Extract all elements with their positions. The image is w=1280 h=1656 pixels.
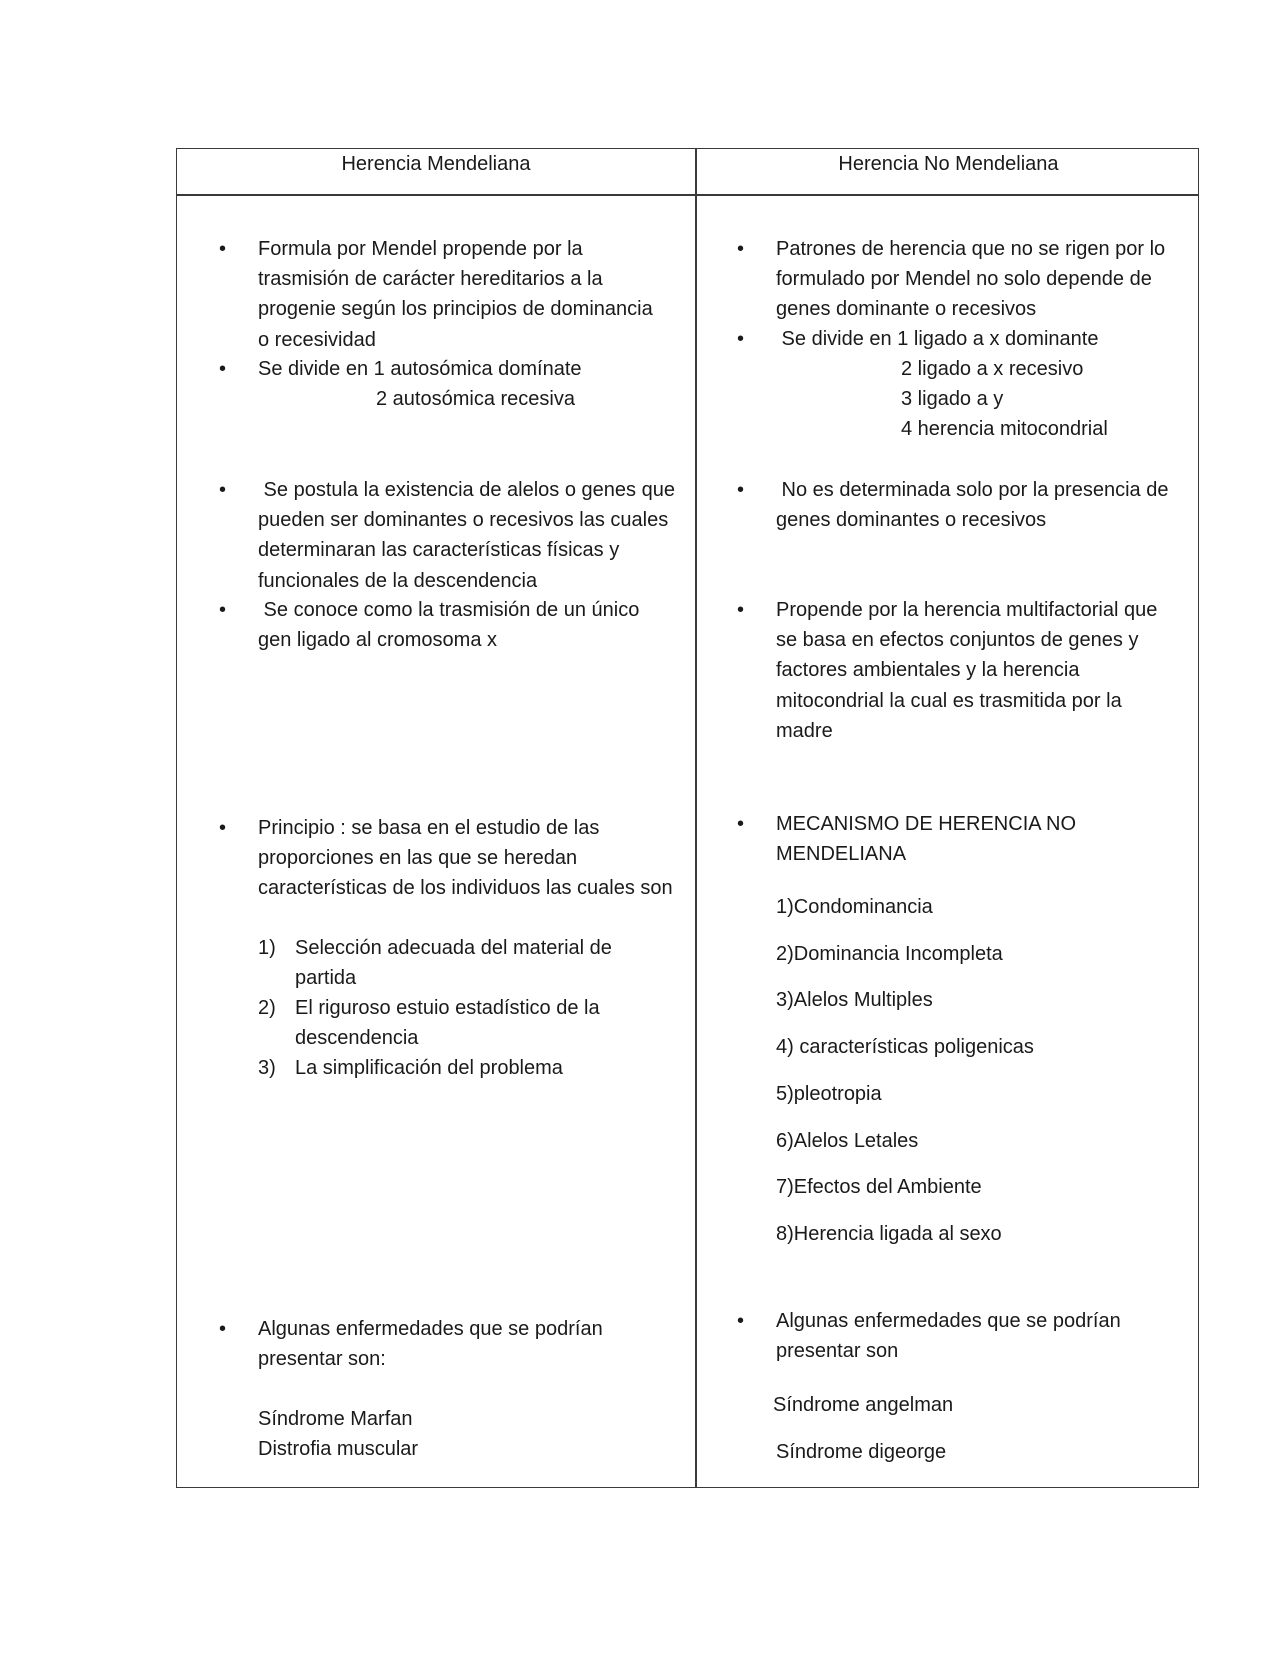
item-number: 2) xyxy=(258,997,276,1019)
mechanism-item: 6)Alelos Letales xyxy=(776,1129,919,1152)
text-line: trasmisión de carácter hereditarios a la xyxy=(258,268,603,291)
header-mendeliana: Herencia Mendeliana xyxy=(341,153,531,175)
column-divider xyxy=(695,149,697,1487)
bullet-icon xyxy=(737,234,744,264)
text-line: 4 herencia mitocondrial xyxy=(901,418,1108,441)
bullet-icon xyxy=(737,1306,744,1336)
disease-item: Síndrome digeorge xyxy=(776,1440,947,1463)
text-line: mitocondrial la cual es trasmitida por la xyxy=(776,689,1122,712)
text-line: funcionales de la descendencia xyxy=(258,569,538,592)
left-block2b-text xyxy=(258,595,639,655)
text-line: proporciones en las que se heredan xyxy=(258,847,578,870)
disease-item: Síndrome Marfan xyxy=(258,1408,413,1430)
left-divide-line: Se divide en 1 autosómica domínate xyxy=(258,358,582,380)
text-line: genes dominante o recesivos xyxy=(776,298,1037,321)
text-line: características de los individuos las cuales son xyxy=(258,877,673,900)
mechanism-item: 4) características poligenicas xyxy=(776,1036,1034,1059)
text-line: Algunas enfermedades que se podrían xyxy=(258,1318,603,1340)
right-block2-text xyxy=(776,475,1168,535)
text-line: formulado por Mendel no solo depende de xyxy=(776,268,1152,291)
text-line: MECANISMO DE HERENCIA NO xyxy=(776,813,1077,835)
mechanism-item: 7)Efectos del Ambiente xyxy=(776,1176,982,1199)
bullet-icon xyxy=(219,813,226,843)
text-line: descendencia xyxy=(295,1027,419,1050)
text-line: gen ligado al cromosoma x xyxy=(258,629,498,652)
text-line: Se postula la existencia de alelos o genes que xyxy=(258,479,675,501)
left-block2-text xyxy=(258,475,675,596)
left-block3-text xyxy=(258,813,673,904)
text-line: progenie según los principios de dominancia xyxy=(258,298,653,321)
text-line: Principio : se basa en el estudio de las xyxy=(258,817,600,839)
left-diseases xyxy=(258,1404,418,1464)
text-line: MENDELIANA xyxy=(776,843,907,866)
text-line: se basa en efectos conjuntos de genes y xyxy=(776,629,1139,652)
text-line: partida xyxy=(295,967,357,990)
text-line: Algunas enfermedades que se podrían xyxy=(776,1310,1121,1332)
text-line: presentar son xyxy=(776,1340,899,1363)
text-line: 3 ligado a y xyxy=(901,388,1004,411)
text-line: determinaran las características físicas y xyxy=(258,539,620,562)
header-no-mendeliana: Herencia No Mendeliana xyxy=(838,153,1059,175)
text-line: Formula por Mendel propende por la xyxy=(258,238,583,260)
comparison-table xyxy=(176,148,1199,1488)
bullet-icon xyxy=(737,595,744,625)
header-divider xyxy=(177,194,1198,196)
disease-item: Síndrome angelman xyxy=(773,1394,954,1416)
text-line: o recesividad xyxy=(258,328,376,351)
bullet-icon xyxy=(219,475,226,505)
text-line: Propende por la herencia multifactorial que xyxy=(776,599,1158,621)
text-line: presentar son: xyxy=(258,1348,386,1371)
right-diseases xyxy=(773,1382,953,1475)
text-line: Se conoce como la trasmisión de un único xyxy=(258,599,640,621)
text-line: El riguroso estuio estadístico de la xyxy=(295,997,600,1019)
item-text xyxy=(295,933,612,993)
item-number: 3) xyxy=(258,1057,276,1079)
mechanism-item: 8)Herencia ligada al sexo xyxy=(776,1222,1002,1245)
text-line: factores ambientales y la herencia xyxy=(776,659,1080,682)
mechanism-item: 5)pleotropia xyxy=(776,1082,882,1105)
item-number: 1) xyxy=(258,937,276,959)
right-block4-text xyxy=(776,1306,1121,1366)
mechanism-item: 2)Dominancia Incompleta xyxy=(776,942,1003,965)
item-text: La simplificación del problema xyxy=(295,1057,563,1079)
left-block4-text xyxy=(258,1314,603,1374)
text-line: 2 ligado a x recesivo xyxy=(901,358,1084,380)
right-block3-title xyxy=(776,809,1076,869)
item-text xyxy=(295,993,600,1053)
right-divide-line: Se divide en 1 ligado a x dominante xyxy=(776,328,1099,350)
text-line: Selección adecuada del material de xyxy=(295,937,612,959)
bullet-icon xyxy=(737,809,744,839)
bullet-icon xyxy=(737,475,744,505)
right-block2b-text xyxy=(776,595,1157,746)
bullet-icon xyxy=(219,1314,226,1344)
text-line: No es determinada solo por la presencia de xyxy=(776,479,1169,501)
disease-item: Distrofia muscular xyxy=(258,1438,419,1461)
mechanism-item: 3)Alelos Multiples xyxy=(776,989,933,1012)
right-block1-text xyxy=(776,234,1165,325)
text-line: genes dominantes o recesivos xyxy=(776,509,1047,532)
mechanism-item: 1)Condominancia xyxy=(776,896,933,918)
bullet-icon xyxy=(737,324,744,354)
mechanisms-list xyxy=(776,884,1034,1258)
bullet-icon xyxy=(219,595,226,625)
text-line: pueden ser dominantes o recesivos las cuales xyxy=(258,509,669,532)
right-divide-sub xyxy=(901,354,1108,445)
text-line: Patrones de herencia que no se rigen por lo xyxy=(776,238,1166,260)
left-divide-sub: 2 autosómica recesiva xyxy=(376,388,575,410)
bullet-icon xyxy=(219,354,226,384)
text-line: madre xyxy=(776,719,833,742)
bullet-icon xyxy=(219,234,226,264)
left-block1-text xyxy=(258,234,653,355)
